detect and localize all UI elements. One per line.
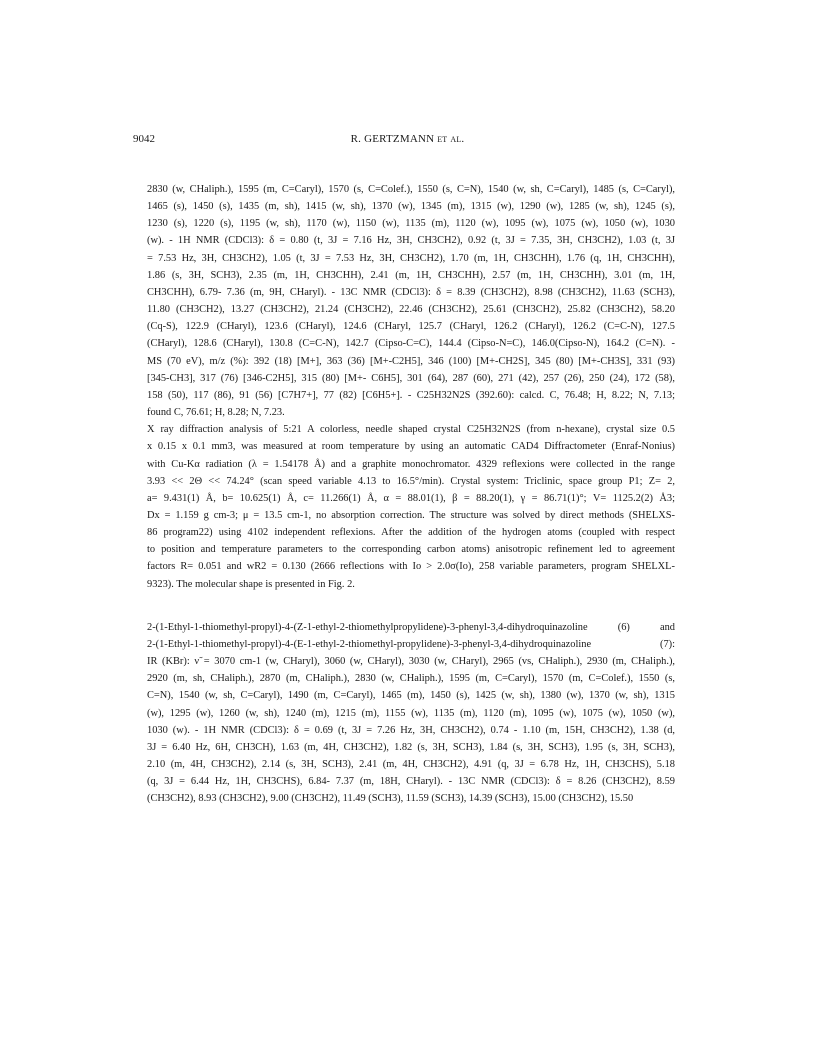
text-line: a= 9.431(1) Å, b= 10.625(1) Å, c= 11.266(1) Å, α = 88.01(1), β = 88.20(1), γ = 86.71(1)°; V= 1125.2(2) Å3; xyxy=(147,492,675,504)
text-line: 11.80 (CH3CH2), 13.27 (CH3CH2), 21.24 (CH3CH2), 22.46 (CH3CH2), 25.61 (CH3CH2), 25.82 (CH3CH2), 58.20 xyxy=(147,304,675,316)
text-line: X ray diffraction analysis of 5:21 A colorless, needle shaped crystal C25H32N2S (from n-hexane), crystal size 0.5 xyxy=(147,424,675,436)
text-line: = 7.53 Hz, 3H, CH3CH2), 1.05 (t, 3J = 7.53 Hz, 3H, CH3CH2), 1.70 (m, 1H, CH3CHH), 1.76 (q, 1H, CH3CHH), xyxy=(147,252,675,264)
text-line: (w). - 1H NMR (CDCl3): δ = 0.80 (t, 3J = 7.16 Hz, 3H, CH3CH2), 0.92 (t, 3J = 7.35, 3H, CH3CH2), 1.03 (t, 3J xyxy=(147,235,675,247)
text-line: factors R= 0.051 and wR2 = 0.130 (2666 reflections with Io > 2.0σ(Io), 258 variable parameters, program SHELXL- xyxy=(147,561,675,573)
text-line: 86 program22) using 4102 independent reflexions. After the addition of the hydrogen atoms (coupled with respect xyxy=(147,527,675,539)
text-line: 2830 (w, CHaliph.), 1595 (m, C=Caryl), 1570 (s, C=Colef.), 1550 (s, C=N), 1540 (w, sh, C=Caryl), 1485 (s, C=Caryl), xyxy=(147,184,675,195)
page-header xyxy=(0,133,815,149)
text-line: 2-(1-Ethyl-1-thiomethyl-propyl)-4-(E-1-ethyl-2-thiomethyl-propylidene)-3-phenyl-3,4-dihydroquinazoline (7): xyxy=(147,638,675,650)
text-line: 1465 (s), 1450 (s), 1435 (m, sh), 1415 (w, sh), 1370 (w), 1345 (m), 1315 (w), 1290 (w), 1285 (w, sh), 1245 (s), xyxy=(147,201,675,213)
text-line: 1230 (s), 1220 (s), 1195 (w, sh), 1170 (w), 1150 (w), 1135 (m), 1120 (w), 1095 (w), 1075 (w), 1050 (w), 1030 xyxy=(147,218,675,230)
text-line: 158 (50), 117 (86), 91 (56) [C7H7+], 77 (82) [C6H5+]. - C25H32N2S (392.60): calcd. C, 76.48; H, 8.22; N, 7.13; xyxy=(147,389,675,401)
text-line: 2-(1-Ethyl-1-thiomethyl-propyl)-4-(Z-1-ethyl-2-thiomethylpropylidene)-3-phenyl-3,4-dihydroquinazoline (6) and xyxy=(147,621,675,633)
text-line: (Cq-S), 122.9 (CHaryl), 123.6 (CHaryl), 124.6 (CHaryl, 125.7 (CHaryl, 126.2 (CHaryl), 126.2 (C=C-N), 127.5 xyxy=(147,321,675,333)
text-line: 9323). The molecular shape is presented in Fig. 2. xyxy=(147,578,355,590)
text-line: found C, 76.61; H, 8.28; N, 7.23. xyxy=(147,407,285,419)
text-line: Dx = 1.159 g cm-3; μ = 13.5 cm-1, no absorption correction. The structure was solved by direct methods (SHELXS- xyxy=(147,509,675,521)
text-line: [345-CH3], 317 (76) [346-C2H5], 315 (80) [M+- C6H5], 301 (64), 287 (60), 271 (42), 257 (26), 250 (24), 172 (58), xyxy=(147,372,675,384)
paragraph-spacer xyxy=(147,593,675,619)
text-line: C=N), 1540 (w, sh, C=Caryl), 1490 (m, C=Caryl), 1465 (m), 1450 (s), 1425 (w, sh), 1380 (w), 1370 (w, sh), 1315 xyxy=(147,690,675,702)
text-line: 1.86 (s, 3H, SCH3), 2.35 (m, 1H, CH3CHH), 2.41 (m, 1H, CH3CHH), 2.57 (m, 1H, CH3CHH), 3.01 (m, 1H, xyxy=(147,269,675,281)
text-line: 2.10 (m, 4H, CH3CH2), 2.14 (s, 3H, SCH3), 2.41 (m, 4H, CH3CH2), 4.91 (q, 3J = 6.78 Hz, 1H, CH3CHS), 5.18 xyxy=(147,759,675,770)
text-line: 1030 (w). - 1H NMR (CDCl3): δ = 0.69 (t, 3J = 7.26 Hz, 3H, CH3CH2), 0.74 - 1.10 (m, 15H, CH3CH2), 1.38 (d, xyxy=(147,724,675,736)
article-body xyxy=(147,181,675,807)
paragraph-xray-analysis xyxy=(147,421,675,593)
text-line: IR (KBr): ν̃ = 3070 cm-1 (w, CHaryl), 3060 (w, CHaryl), 3030 (w, CHaryl), 2965 (vs, CHaliph.), 2930 (m, CHaliph.), xyxy=(147,656,675,668)
text-line: (CH3CH2), 8.93 (CH3CH2), 9.00 (CH3CH2), 11.49 (SCH3), 11.59 (SCH3), 14.39 (SCH3), 15.00 (CH3CH2), 15.50 xyxy=(147,793,634,805)
text-line: 2920 (m, sh, CHaliph.), 2870 (m, CHaliph.), 2830 (w, CHaliph.), 1595 (m, C=Caryl), 1570 (m, C=Colef.), 1550 (s, xyxy=(147,673,675,685)
text-line: 3.93 << 2Θ << 74.24° (scan speed variable 4.13 to 16.5°/min). Crystal system: Triclinic, space group P1; Z= 2, xyxy=(147,475,675,487)
text-line: to position and temperature parameters to the corresponding carbon atoms) anisotropic refinement led to agreement xyxy=(147,544,675,556)
page-number: 9042 xyxy=(133,133,155,145)
paragraph-spectral-data xyxy=(147,181,675,421)
text-line: MS (70 eV), m/z (%): 392 (18) [M+], 363 (36) [M+-C2H5], 346 (100) [M+-CH2S], 345 (80) [M+-CH3S], 331 (93) xyxy=(147,355,675,367)
paragraph-compounds-6-7 xyxy=(147,619,675,808)
text-line: with Cu-Kα radiation (λ = 1.54178 Å) and a graphite monochromator. 4329 reflexions were collected in the range xyxy=(147,458,675,470)
running-head: R. GERTZMANN et al. xyxy=(350,133,465,145)
text-line: CH3CHH), 6.79- 7.36 (m, 9H, CHaryl). - 13C NMR (CDCl3): δ = 8.39 (CH3CH2), 8.98 (CH3CH2), 11.63 (SCH3), xyxy=(147,286,675,298)
text-line: (CHaryl), 128.6 (CHaryl), 130.8 (C=C-N), 142.7 (Cipso-C=C), 144.4 (Cipso-N=C), 146.0(Cipso-N), 164.2 (C=N). - xyxy=(147,338,675,350)
text-line: (q, 3J = 6.44 Hz, 1H, CH3CHS), 6.84- 7.37 (m, 18H, CHaryl). - 13C NMR (CDCl3): δ = 8.26 (CH3CH2), 8.59 xyxy=(147,776,675,788)
text-line: 3J = 6.40 Hz, 6H, CH3CH), 1.63 (m, 4H, CH3CH2), 1.82 (s, 3H, SCH3), 1.84 (s, 3H, SCH3), 1.95 (s, 3H, SCH3), xyxy=(147,741,675,753)
text-line: (w), 1295 (w), 1260 (w, sh), 1240 (m), 1215 (m), 1155 (w), 1135 (m), 1120 (m), 1095 (w), 1075 (w), 1050 (w), xyxy=(147,707,675,719)
text-line: x 0.15 x 0.1 mm3, was measured at room temperature by using an automatic CAD4 Diffractometer (Enraf-Nonius) xyxy=(147,441,675,453)
